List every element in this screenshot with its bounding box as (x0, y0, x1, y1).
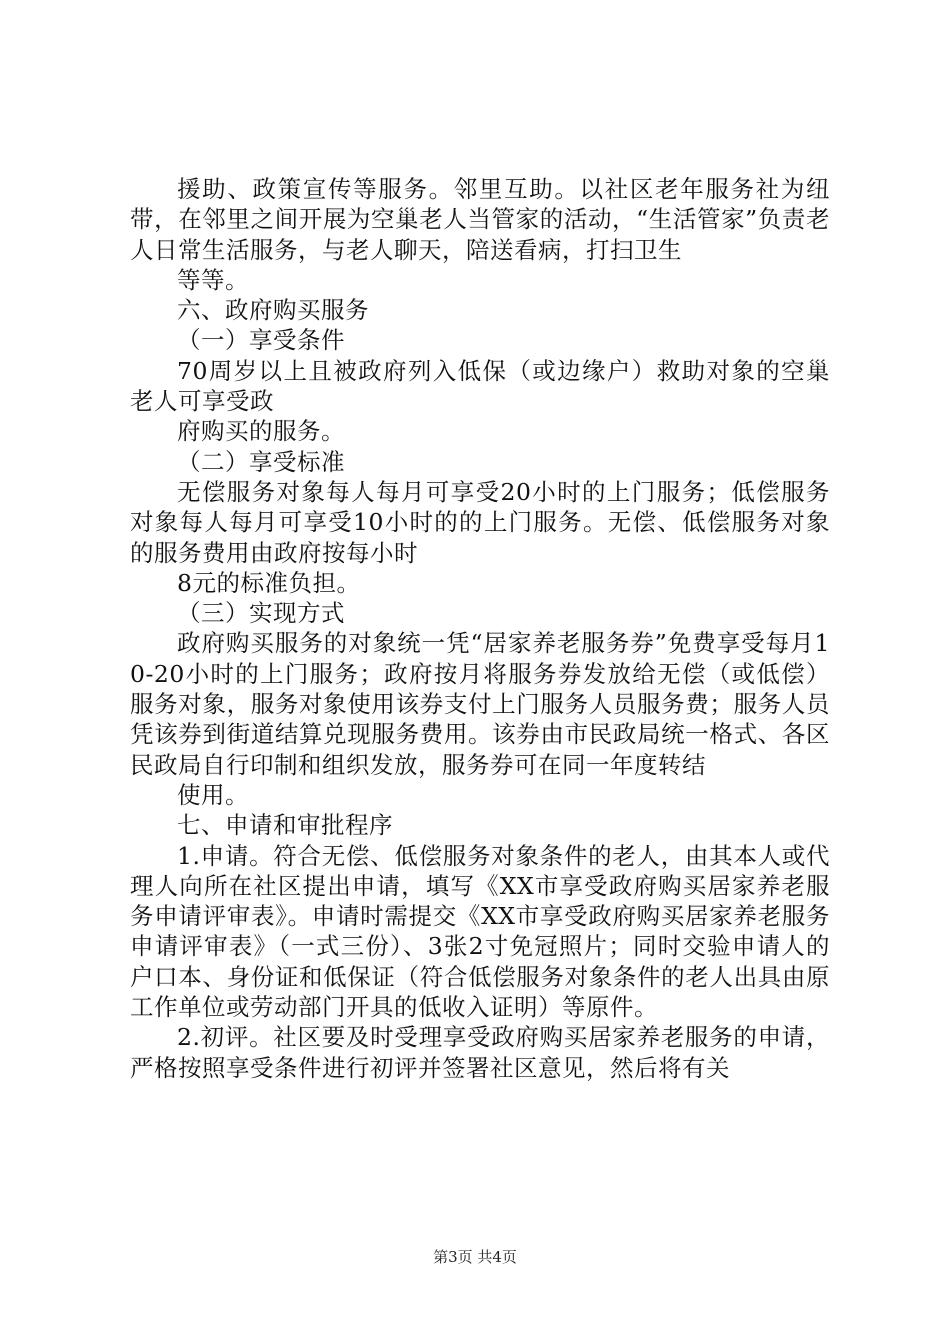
paragraph-1: 援助、政策宣传等服务。邻里互助。以社区老年服务社为纽带，在邻里之间开展为空巢老人当管家的活动，“生活管家”负责老人日常生活服务，与老人聊天，陪送看病，打扫卫生 (130, 175, 830, 264)
page-footer (0, 1247, 950, 1267)
paragraph-initial-review: 2.初评。社区要及时受理享受政府购买居家养老服务的申请，严格按照享受条件进行初评并签署社区意见，然后将有关 (130, 1023, 830, 1082)
paragraph-conditions: 70周岁以上且被政府列入低保（或边缘户）救助对象的空巢老人可享受政 (130, 356, 830, 416)
section-heading-7: 七、申请和审批程序 (177, 811, 393, 840)
paragraph-method: 政府购买服务的对象统一凭“居家养老服务券”免费享受每月10-20小时的上门服务；政府按月将服务券发放给无偿（或低偿）服务对象，服务对象使用该券支付上门服务人员服务费；服务人员凭该券到街道结算兑现服务费用。该券由市民政局统一格式、各区民政局自行印制和组织发放，服务券可在同一年度转结 (130, 629, 830, 779)
subheading-conditions: （一）享受条件 (177, 326, 345, 355)
paragraph-method-cont: 使用。 (177, 780, 249, 809)
section-heading-6: 六、政府购买服务 (177, 296, 369, 325)
paragraph-conditions-cont: 府购买的服务。 (177, 417, 345, 446)
document-body (130, 174, 830, 1083)
subheading-standards: （二）享受标准 (177, 447, 345, 476)
subheading-method: （三）实现方式 (177, 599, 345, 628)
paragraph-standards: 无偿服务对象每人每月可享受20小时的上门服务；低偿服务对象每人每月可享受10小时的的上门服务。无偿、低偿服务对象的服务费用由政府按每小时 (130, 477, 830, 567)
paragraph-standards-cont: 8元的标准负担。 (177, 568, 361, 597)
paragraph-2: 等等。 (177, 265, 249, 294)
page-number-label: 第3页 共4页 (433, 1248, 517, 1266)
paragraph-application: 1.申请。符合无偿、低偿服务对象条件的老人，由其本人或代理人向所在社区提出申请，填写《XX市享受政府购买居家养老服务申请评审表》。申请时需提交《XX市享受政府购买居家养老服务申请评审表》（一式三份）、3张2寸免冠照片；同时交验申请人的户口本、身份证和低保证（符合低偿服务对象条件的老人出具由原工作单位或劳动部门开具的低收入证明）等原件。 (130, 841, 830, 1022)
